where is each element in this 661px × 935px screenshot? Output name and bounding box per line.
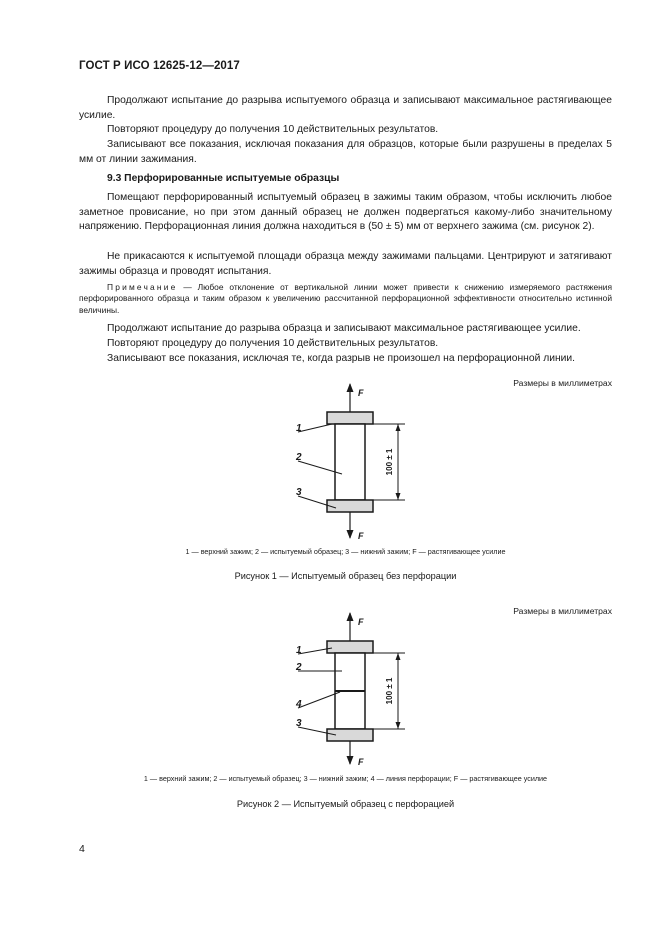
lower-clamp	[327, 500, 373, 512]
document-header: ГОСТ Р ИСО 12625-12—2017	[79, 60, 240, 72]
callout-2: 2	[296, 452, 302, 463]
paragraph: Помещают перфорированный испытуемый образец в зажимы таким образом, чтобы исключить любое заметное провисание, но при этом данный образец не должен подвергаться какому-либо значительному напряжению. Перфорационная линия должна находиться в (50 ± 5) мм от верхнего зажима (см. рисунок 2).	[79, 192, 612, 233]
leader-line	[298, 424, 332, 432]
callout-3: 3	[296, 487, 302, 498]
figure-2-diagram	[280, 611, 420, 766]
dimension-label: 100 ± 1	[385, 448, 394, 476]
upper-clamp	[327, 412, 373, 424]
note	[79, 282, 612, 316]
callout-2: 2	[296, 662, 302, 673]
paragraph: Не прикасаются к испытуемой площади образца между зажимами пальцами. Центрируют и затягивают зажимы образца и проводят испытания.	[79, 251, 612, 277]
paragraph: Продолжают испытание до разрыва образца и записывают максимальное растягивающее усилие.	[107, 323, 581, 334]
figure-legend: 1 — верхний зажим; 2 — испытуемый образец; 3 — нижний зажим; F — растягивающее усилие	[185, 547, 506, 556]
paragraph: Повторяют процедуру до получения 10 действительных результатов.	[107, 338, 439, 349]
callout-4: 4	[296, 699, 302, 710]
callout-1: 1	[296, 645, 302, 656]
paragraph: Записывают все показания, исключая показания для образцов, которые были разрушены в пределах 5 мм от линии зажимания.	[79, 139, 612, 165]
dimension-label: 100 ± 1	[385, 677, 394, 705]
upper-clamp	[327, 641, 373, 653]
leader-line	[298, 692, 340, 708]
section-title: 9.3 Перфорированные испытуемые образцы	[107, 173, 340, 184]
callout-1: 1	[296, 423, 302, 434]
paragraph: Повторяют процедуру до получения 10 действительных результатов.	[107, 124, 439, 135]
callout-3: 3	[296, 718, 302, 729]
note-label: Примечание	[107, 282, 178, 292]
force-label: F	[358, 617, 364, 627]
test-specimen	[335, 424, 365, 500]
figure-caption: Рисунок 1 — Испытуемый образец без перфорации	[234, 571, 457, 581]
figure-caption: Рисунок 2 — Испытуемый образец с перфорацией	[236, 799, 455, 809]
force-label: F	[358, 388, 364, 398]
page-number: 4	[79, 843, 85, 855]
figure-1-diagram	[280, 382, 420, 540]
force-label: F	[358, 757, 364, 766]
force-label: F	[358, 531, 364, 540]
paragraph: Записывают все показания, исключая те, когда разрыв не произошел на перфорационной линии.	[107, 353, 576, 364]
figure-legend: 1 — верхний зажим; 2 — испытуемый образец; 3 — нижний зажим; 4 — линия перфорации; F — растягивающее усилие	[143, 774, 548, 783]
dimensions-note: Размеры в миллиметрах	[513, 378, 612, 388]
dimensions-note: Размеры в миллиметрах	[513, 606, 612, 616]
note-text: — Любое отклонение от вертикальной линии может привести к снижению измеряемого растяжения перфорированного образца и таким образом к увеличению рассчитанной перфорационной эффективности относительно истинной величины.	[79, 282, 612, 315]
paragraph: Продолжают испытание до разрыва испытуемого образца и записывают максимальное растягивающее усилие.	[79, 95, 612, 121]
